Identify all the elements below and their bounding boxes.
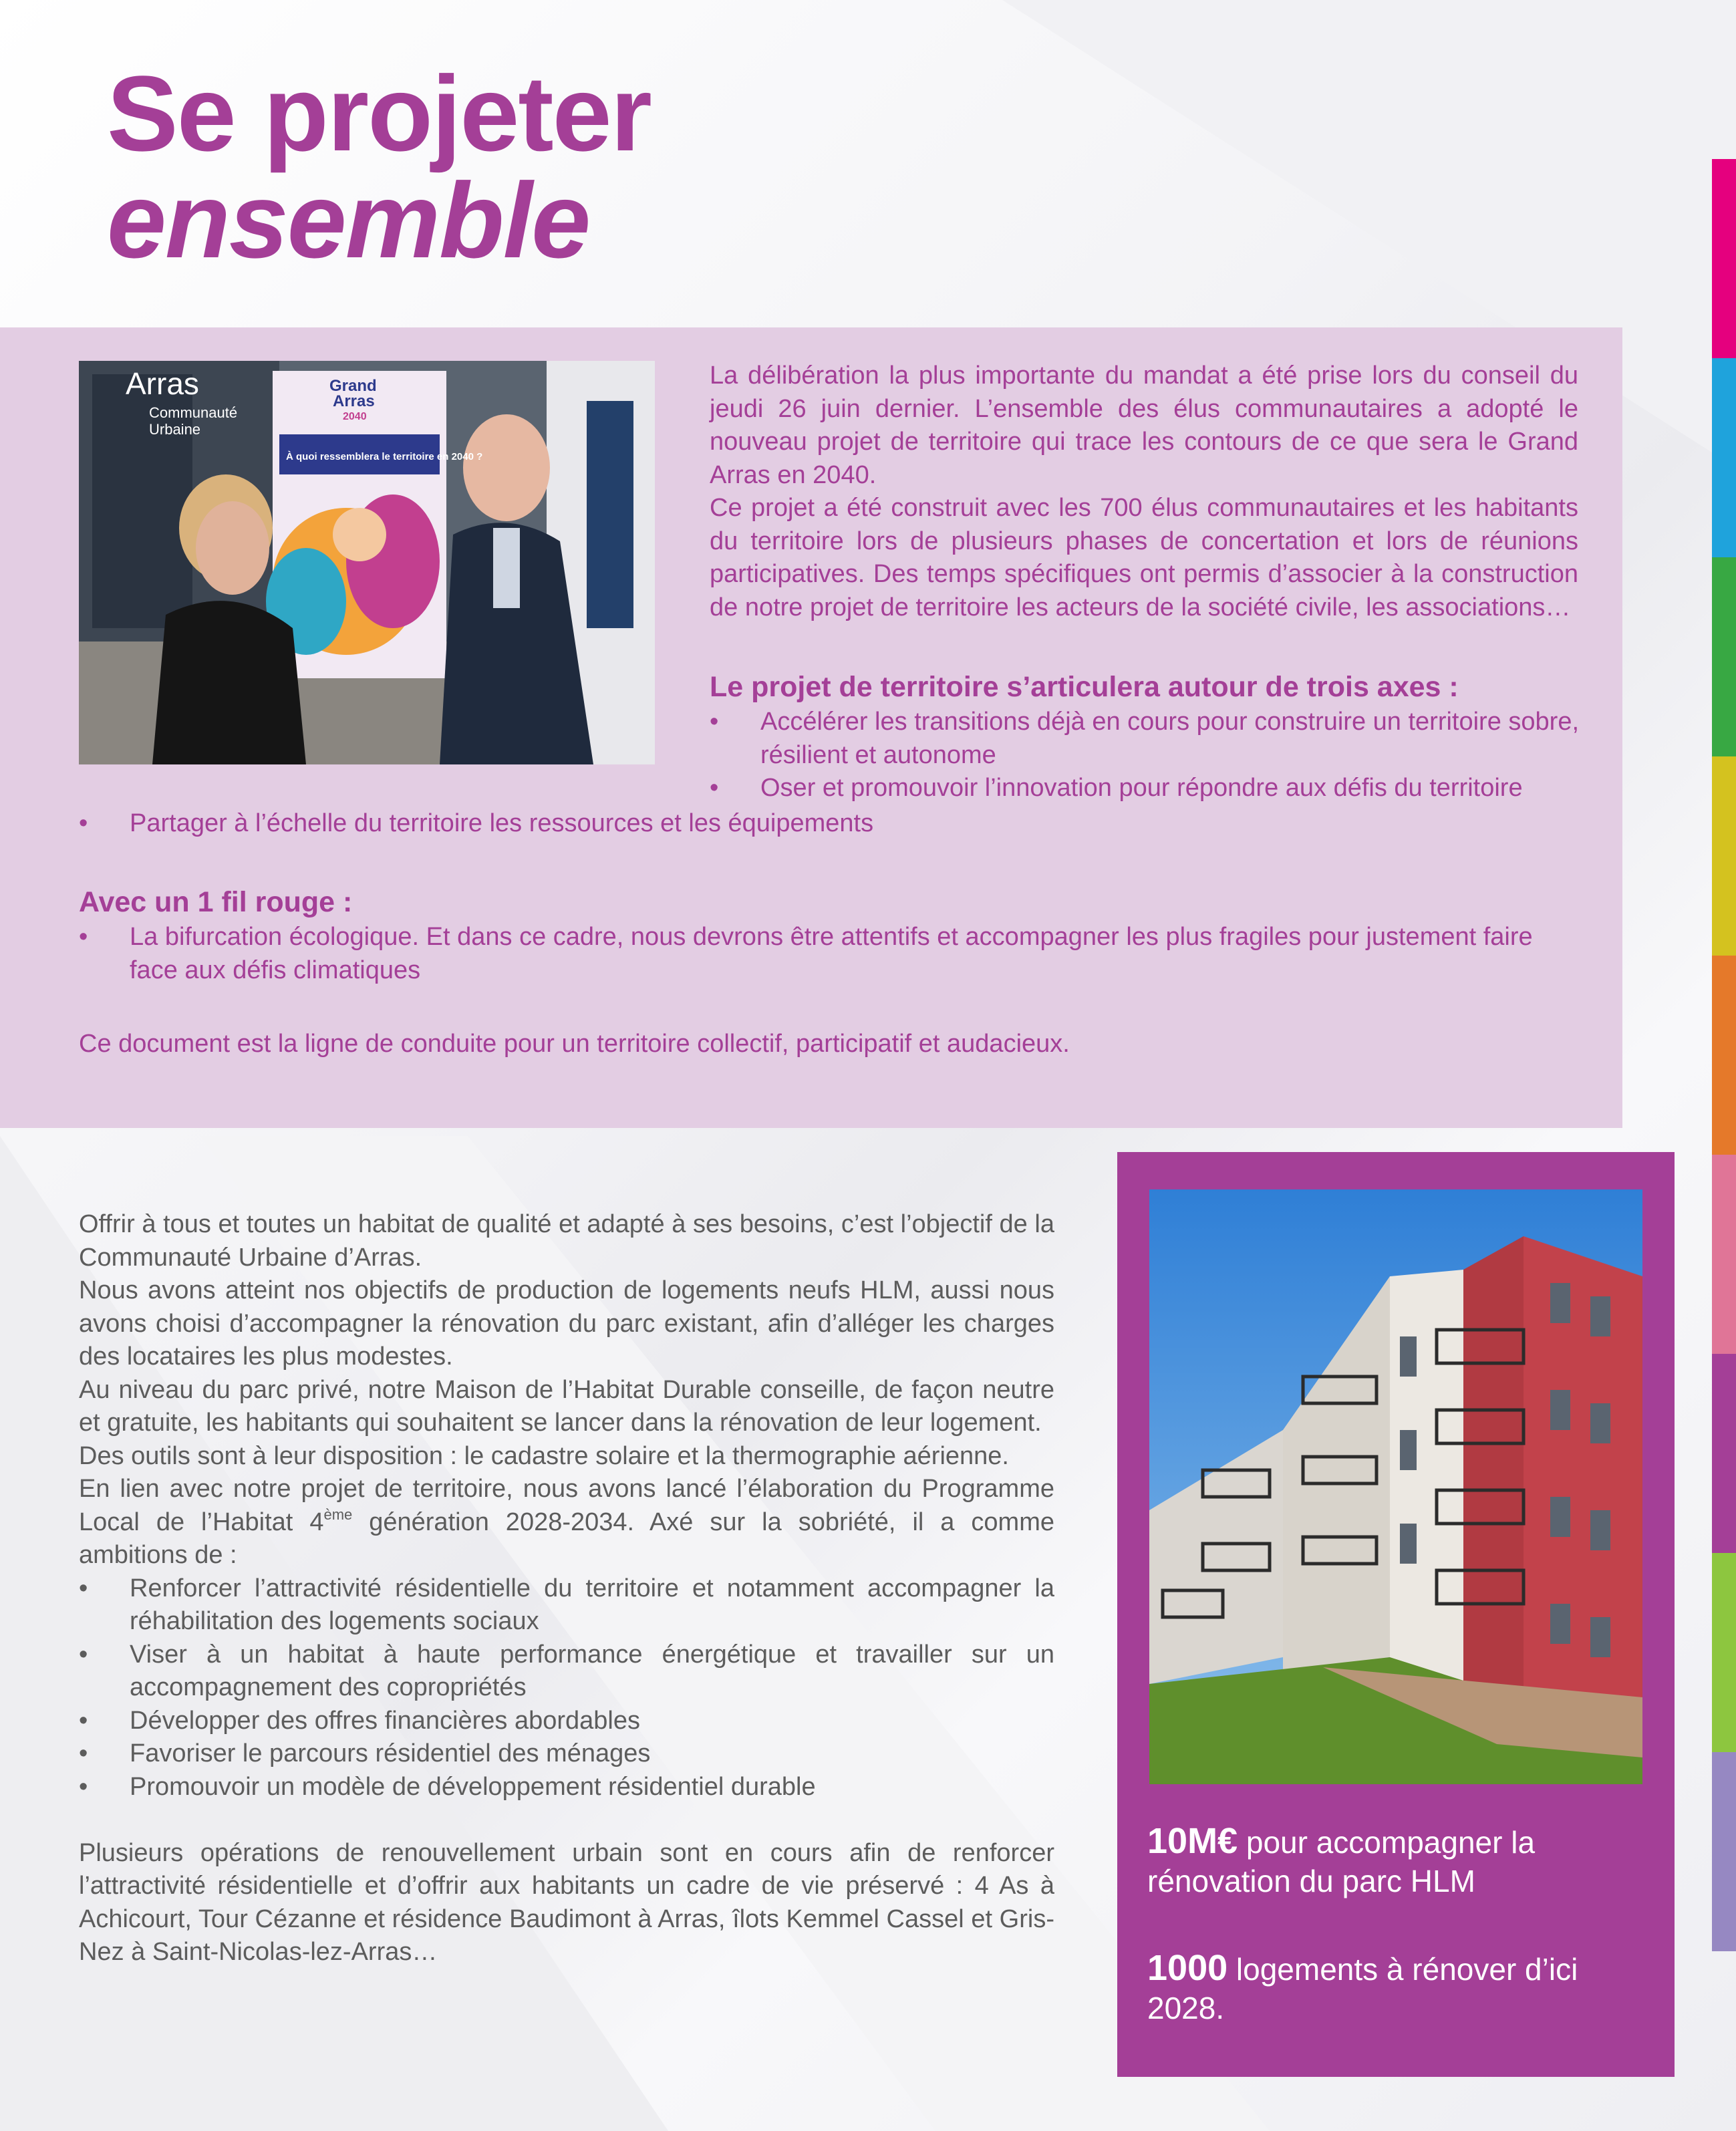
poster-org-line3: Urbaine <box>149 421 201 438</box>
list-item <box>79 1705 1054 1738</box>
list-item <box>710 772 1585 805</box>
plh-text-end: génération 2028-2034. Axé sur la sobriété, il a comme ambitions de : <box>79 1508 1054 1569</box>
plh-paragraph <box>79 1473 1054 1572</box>
bullet-icon: • <box>79 1772 88 1801</box>
fil-rouge-list <box>79 921 1582 987</box>
axes-list-continued <box>79 807 1282 841</box>
bullet-icon: • <box>79 1640 88 1669</box>
bullet-icon: • <box>710 708 719 736</box>
ambition-text: Promouvoir un modèle de développement résidentiel durable <box>130 1772 816 1801</box>
color-tab[interactable] <box>1712 1752 1736 1951</box>
stat-value: 10M€ <box>1147 1821 1238 1861</box>
color-tab[interactable] <box>1712 159 1736 358</box>
habitat-paragraph: Offrir à tous et toutes un habitat de qualité et adapté à ses besoins, c’est l’objectif de la Communauté Urbaine d’Arras. <box>79 1210 1054 1272</box>
list-item <box>79 1639 1054 1705</box>
list-item <box>79 1572 1054 1639</box>
title-line1: Se projeter <box>107 53 651 173</box>
stat-value: 1000 <box>1147 1948 1228 1988</box>
page-title <box>107 53 651 280</box>
habitat-section <box>79 1208 1054 1969</box>
intro-paragraph: Ce projet a été construit avec les 700 élus communautaires et les habitants du territoire lors de plusieurs phases de concertation et lors de réunions participatives. Des temps spécifiques ont permis d’associer à la construction de notre projet de territoire les acteurs de la société civile, les associations… <box>710 494 1578 621</box>
color-tab[interactable] <box>1712 557 1736 756</box>
poster-brand-line2: Arras <box>333 392 375 410</box>
section-color-tabs <box>1712 159 1736 1951</box>
stat-renovation-budget <box>1147 1820 1655 1900</box>
list-item <box>79 1771 1054 1804</box>
color-tab[interactable] <box>1712 1553 1736 1752</box>
axis-text: Accélérer les transitions déjà en cours pour construire un territoire sobre, résilient et autonome <box>760 708 1580 769</box>
stat-logements <box>1147 1947 1655 2027</box>
poster-brand-year: 2040 <box>343 411 367 422</box>
bullet-icon: • <box>79 923 88 951</box>
stat-text: logements à rénover d’ici 2028. <box>1147 1952 1578 2025</box>
axis-text: Oser et promouvoir l’innovation pour répondre aux défis du territoire <box>760 774 1523 802</box>
ambition-text: Viser à un habitat à haute performance énergétique et travailler sur un accompagnement des copropriétés <box>130 1640 1054 1701</box>
stat-text: pour accompagner la rénovation du parc HLM <box>1147 1825 1536 1898</box>
habitat-paragraph: Nous avons atteint nos objectifs de production de logements neufs HLM, aussi nous avons choisi d’accompagner la rénovation du parc existant, afin d’alléger les charges des locataires les plus modestes. <box>79 1276 1054 1371</box>
bullet-icon: • <box>710 774 719 802</box>
list-item <box>710 706 1585 772</box>
plh-superscript: ème <box>323 1506 353 1523</box>
bullet-icon: • <box>79 1574 88 1602</box>
bullet-icon: • <box>79 1739 88 1767</box>
ambition-text: Développer des offres financières abordables <box>130 1706 640 1735</box>
habitat-paragraph: Au niveau du parc privé, notre Maison de l’Habitat Durable conseille, de façon neutre et gratuite, les habitants qui souhaitent se lancer dans la rénovation de leur logement. <box>79 1375 1054 1437</box>
color-tab[interactable] <box>1712 1354 1736 1553</box>
color-tab[interactable] <box>1712 756 1736 956</box>
list-item <box>79 1737 1054 1771</box>
building-photo <box>1149 1189 1642 1784</box>
axes-heading: Le projet de territoire s’articulera autour de trois axes : <box>710 671 1459 703</box>
list-item <box>79 807 1282 841</box>
projet-intro <box>710 360 1578 624</box>
habitat-paragraph: Des outils sont à leur disposition : le cadastre solaire et la thermographie aérienne. <box>79 1441 1009 1470</box>
axis-text: Partager à l’échelle du territoire les ressources et les équipements <box>130 809 874 837</box>
poster-brand-line1: Grand <box>329 377 377 395</box>
projet-conclusion: Ce document est la ligne de conduite pour un territoire collectif, participatif et audacieux. <box>79 1030 1070 1058</box>
ambition-text: Renforcer l’attractivité résidentielle du territoire et notamment accompagner la réhabilitation des logements sociaux <box>130 1574 1054 1635</box>
axes-list <box>710 706 1585 805</box>
title-line2: ensemble <box>107 160 590 280</box>
intro-paragraph: La délibération la plus importante du mandat a été prise lors du conseil du jeudi 26 juin dernier. L’ensemble des élus communautaires a adopté le nouveau projet de territoire qui trace les contours de ce que sera le Grand Arras en 2040. <box>710 362 1578 489</box>
color-tab[interactable] <box>1712 1155 1736 1354</box>
poster-org-line1: Arras <box>126 366 199 401</box>
renouvellement-paragraph: Plusieurs opérations de renouvellement urbain sont en cours afin de renforcer l’attractivité résidentielle et d’offrir aux habitants un cadre de vie préservé : 4 As à Achicourt, Tour Cézanne et résidence Baudimont à Arras, îlots Kemmel Cassel et Gris-Nez à Saint-Nicolas-lez-Arras… <box>79 1838 1054 1966</box>
fil-text: La bifurcation écologique. Et dans ce cadre, nous devrons être attentifs et accompagner les plus fragiles pour justement faire face aux défis climatiques <box>130 923 1533 984</box>
color-tab[interactable] <box>1712 956 1736 1155</box>
bullet-icon: • <box>79 1706 88 1735</box>
bullet-icon: • <box>79 809 88 837</box>
color-tab[interactable] <box>1712 358 1736 557</box>
fil-rouge-heading: Avec un 1 fil rouge : <box>79 886 353 918</box>
list-item <box>79 921 1582 987</box>
ambition-text: Favoriser le parcours résidentiel des ménages <box>130 1739 651 1767</box>
poster-org-line2: Communauté <box>149 404 238 421</box>
plh-text: En lien avec notre projet de territoire, nous avons lancé l’élaboration du Programme Local de l’Habitat 4 <box>79 1475 1054 1536</box>
event-stand-photo <box>79 361 655 764</box>
poster-question: À quoi ressemblera le territoire en 2040 ? <box>286 451 483 462</box>
